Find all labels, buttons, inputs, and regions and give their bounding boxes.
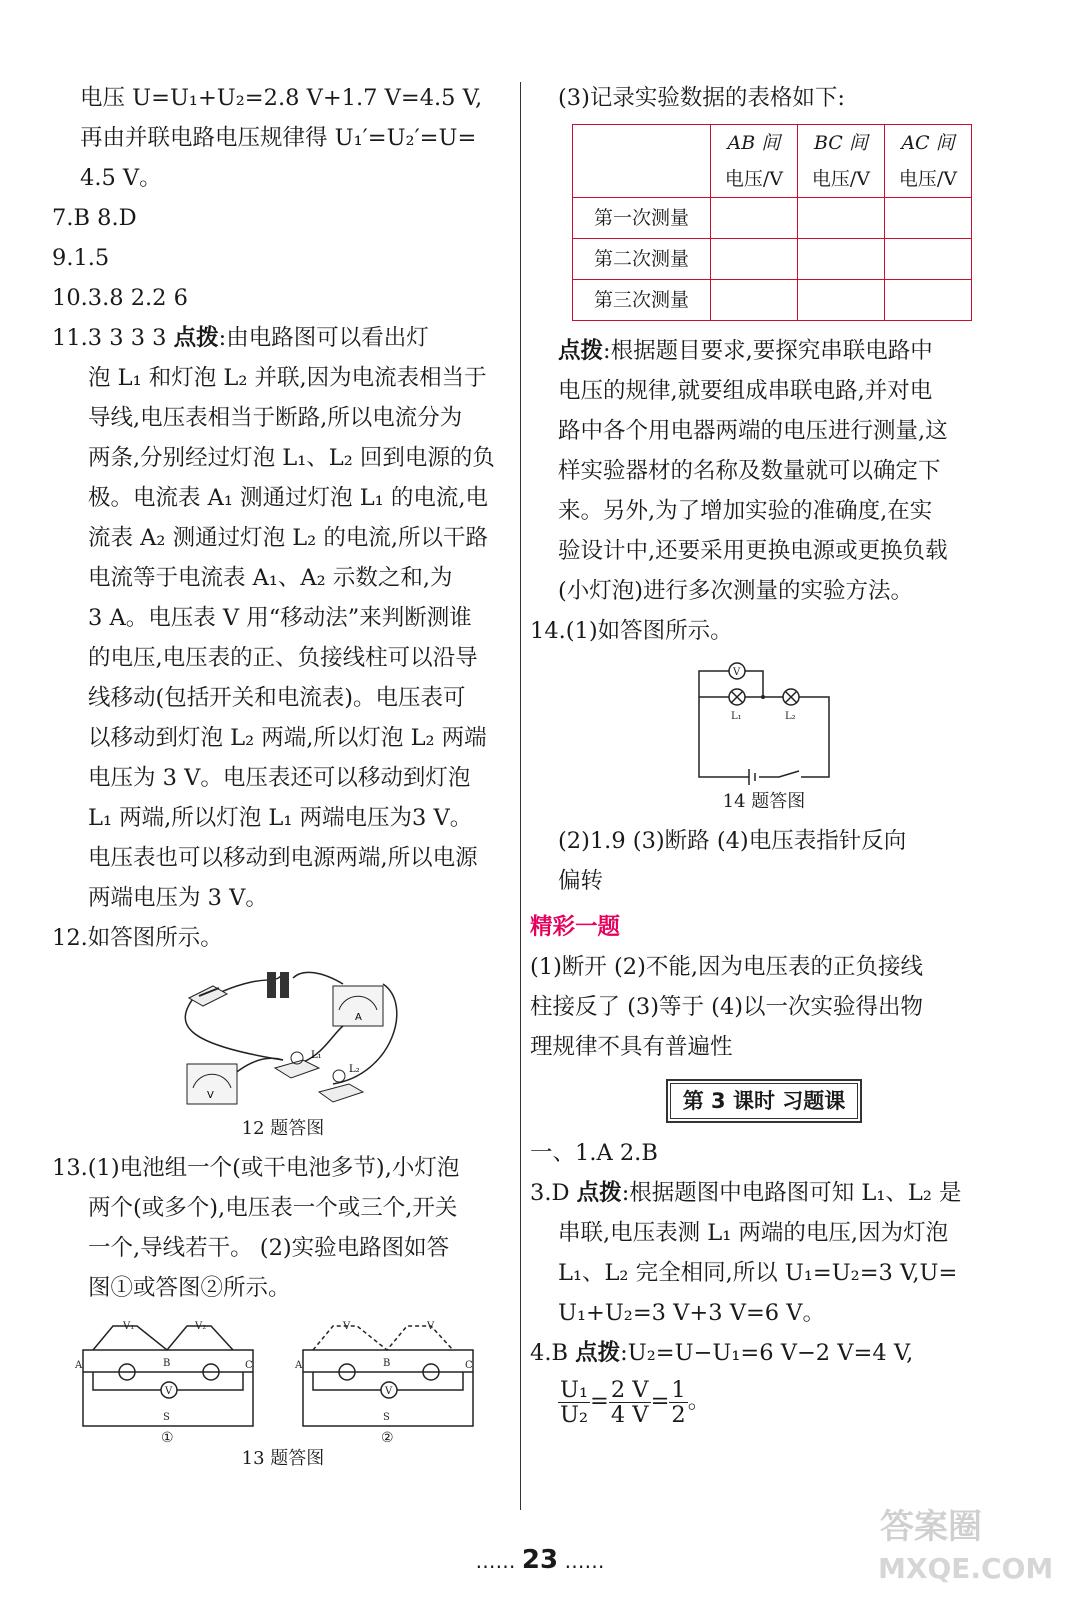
q11-head: 11.3 3 3 3 [52,325,174,351]
text-line: 串联,电压表测 L₁ 两端的电压,因为灯泡 [558,1220,949,1246]
text-line: 以移动到灯泡 L₂ 两端,所以灯泡 L₂ 两端 [88,725,487,751]
battery-icon [267,972,289,998]
data-record-table [572,124,972,321]
q4-hint-label: 点拨 [575,1340,621,1366]
text-line: 流表 A₂ 测通过灯泡 L₂ 的电流,所以干路 [88,525,488,551]
svg-text:V: V [733,667,741,678]
ammeter-icon [187,1064,237,1104]
figure-14-caption: 14 题答图 [722,791,806,812]
q14-part1: 14.(1)如答图所示。 [530,618,733,644]
table-header-ac: AC 间 电压/V [884,125,971,198]
text-line: 电流等于电流表 A₁、A₂ 示数之和,为 [88,565,453,591]
text-line: 样实验器材的名称及数量就可以确定下 [558,458,941,484]
row-label-1: 第一次测量 [573,198,711,239]
svg-text:L₁: L₁ [731,711,742,722]
column-divider [520,82,521,1510]
svg-text:V: V [207,1090,214,1101]
text-line: 来。另外,为了增加实验的准确度,在实 [558,498,933,524]
q7-8-answer: 7.B 8.D [52,205,137,231]
text-line: 图①或答图②所示。 [88,1275,291,1301]
text-line: 3 A。电压表 V 用“移动法”来判断测谁 [88,605,472,631]
section-answer [530,947,998,1067]
figure-14-circuit [689,657,839,787]
text-line: 13.(1)电池组一个(或干电池多节),小灯泡 [52,1155,460,1181]
table-row [573,198,972,239]
svg-text:V: V [343,1321,351,1332]
bulb-l1-icon [275,1050,322,1078]
svg-text:S: S [383,1412,390,1423]
right-column [530,78,998,1429]
page-number: …… 23 …… [475,1545,605,1575]
q3-answer: 3.D 点拨:根据题图中电路图可知 L₁、L₂ 是 [530,1180,962,1206]
table-header-ab: AB 间 电压/V [710,125,797,198]
q11-explanation [52,358,514,918]
svg-text:V: V [385,1386,393,1397]
left-column [52,78,514,1478]
text-line: 的电压,电压表的正、负接线柱可以沿导 [88,645,478,671]
text-line: 极。电流表 A₁ 测通过灯泡 L₁ 的电流,电 [88,485,488,511]
text-line: 两端电压为 3 V。 [88,885,268,911]
text-line: 验设计中,还要采用更换电源或更换负载 [558,538,948,564]
q6-line-1: 电压 U=U₁+U₂=2.8 V+1.7 V=4.5 V, [80,85,483,111]
text-line: U₁+U₂=3 V+3 V=6 V。 [558,1300,826,1326]
q11-hint-label: 点拨 [173,325,219,351]
svg-text:②: ② [381,1430,394,1444]
text-line: L₁、L₂ 完全相同,所以 U₁=U₂=3 V,U= [558,1260,958,1286]
circuit-2 [303,1326,473,1426]
svg-text:B: B [163,1358,171,1369]
figure-13-caption: 13 题答图 [241,1448,325,1469]
q13-answer [52,1148,514,1308]
switch-icon [189,986,227,1006]
svg-text:①: ① [161,1430,174,1444]
text-line: 线移动(包括开关和电流表)。电压表可 [88,685,466,711]
text-line: 柱接反了 (3)等于 (4)以一次实验得出物 [530,994,924,1020]
svg-text:S: S [163,1412,170,1423]
part1-answers: 一、1.A 2.B [530,1140,658,1166]
q13-hint-body [530,371,998,611]
text-line: L₁ 两端,所以灯泡 L₁ 两端电压为3 V。 [88,805,473,831]
q14-rest-1: (2)1.9 (3)断路 (4)电压表指针反向 [558,828,907,854]
table-row [573,280,972,321]
svg-text:A: A [75,1360,83,1371]
svg-text:V₁: V₁ [123,1321,135,1332]
text-line: 电压的规律,就要组成串联电路,并对电 [558,378,933,404]
row-label-2: 第二次测量 [573,239,711,280]
q10-answer: 10.3.8 2.2 6 [52,285,188,311]
text-line: 泡 L₁ 和灯泡 L₂ 并联,因为电流表相当于 [88,365,487,391]
table-header-row [573,125,972,198]
q14-rest-2: 偏转 [558,868,604,894]
lesson-title-box [666,1079,863,1123]
q4-answer: 4.B 点拨:U₂=U−U₁=6 V−2 V=4 V, [530,1340,914,1366]
svg-text:V₂: V₂ [195,1321,207,1332]
row-label-3: 第三次测量 [573,280,711,321]
table-row [573,239,972,280]
svg-text:V: V [165,1386,173,1397]
text-line: 路中各个用电器两端的电压进行测量,这 [558,418,948,444]
text-line: 一个,导线若干。 (2)实验电路图如答 [88,1235,450,1261]
circuit-1 [83,1326,253,1426]
voltmeter-icon [333,986,383,1026]
svg-text:A: A [355,1012,362,1023]
svg-text:L₂: L₂ [785,711,796,722]
figure-12-physical-circuit [163,964,403,1114]
text-line: 电压为 3 V。电压表还可以移动到灯泡 [88,765,471,791]
q6-line-2: 再由并联电路电压规律得 U₁′=U₂′=U= [80,125,477,151]
text-line: 理规律不具有普遍性 [530,1034,733,1060]
q3-explanation [530,1213,998,1333]
svg-text:A: A [295,1360,303,1371]
q13-part3: (3)记录实验数据的表格如下: [558,85,845,111]
svg-text:L₁: L₁ [311,1050,322,1061]
lesson-title: 第 3 课时 习题课 [670,1083,859,1119]
figure-13-circuits [63,1314,503,1444]
q9-answer: 9.1.5 [52,245,110,271]
svg-text:B: B [383,1358,391,1369]
text-line: 电压表也可以移动到电源两端,所以电源 [88,845,478,871]
text-line: (1)断开 (2)不能,因为电压表的正负接线 [530,954,924,980]
svg-text:L₂: L₂ [349,1064,360,1075]
table-header-bc: BC 间 电压/V [797,125,884,198]
text-line: 两条,分别经过灯泡 L₁、L₂ 回到电源的负 [88,445,495,471]
table-corner-cell [573,125,711,198]
figure-12-caption: 12 题答图 [241,1118,325,1139]
svg-text:C: C [245,1360,253,1371]
q11-first: :由电路图可以看出灯 [218,325,429,351]
text-line: 导线,电压表相当于断路,所以电流分为 [88,405,463,431]
q3-hint-label: 点拨 [576,1180,622,1206]
text-line: 两个(或多个),电压表一个或三个,开关 [88,1195,458,1221]
svg-text:MXQE.COM: MXQE.COM [878,1552,1054,1585]
svg-text:V: V [427,1321,435,1332]
q11-answer [52,318,514,358]
watermark-logo [872,1498,1062,1588]
section-heading: 精彩一题 [530,914,621,940]
svg-text:C: C [465,1360,473,1371]
q12-answer: 12.如答图所示。 [52,925,223,951]
q6-line-3: 4.5 V。 [80,165,162,191]
hint-label: 点拨 [558,338,604,364]
q13-hint: 点拨:根据题目要求,要探究串联电路中 [558,338,933,364]
q4-fraction-line: $\frac{\text{U₁}}{\text{U₂}}$ = $\frac{2 V}{4 V}$ = $\frac{1}{2}$ 。 [560,1376,711,1428]
svg-text:答案圈: 答案圈 [880,1507,982,1547]
text-line: (小灯泡)进行多次测量的实验方法。 [558,578,914,604]
